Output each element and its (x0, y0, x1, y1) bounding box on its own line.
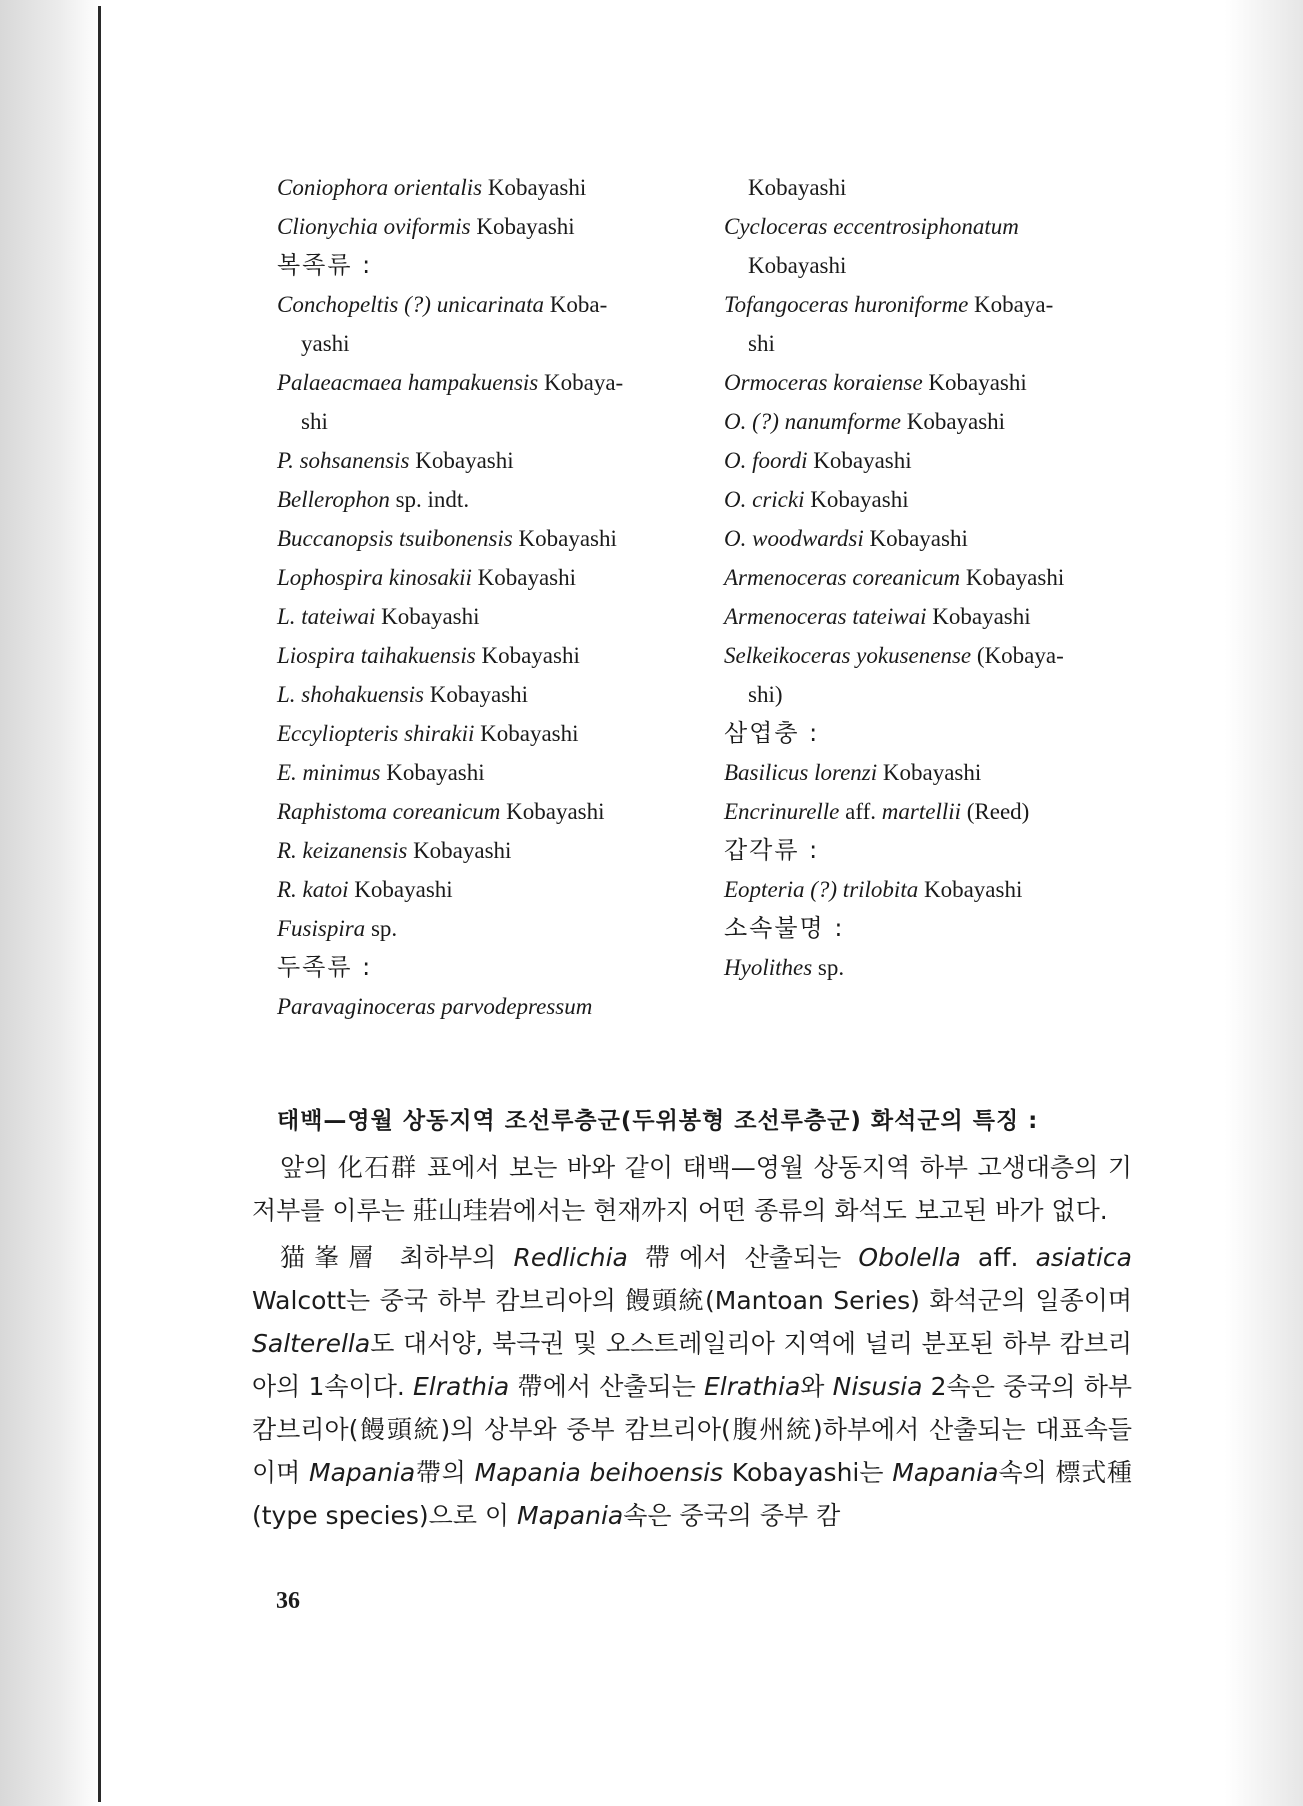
section-title: 태백—영월 상동지역 조선루층군(두위봉형 조선루층군) 화석군의 특징 : (277, 1108, 1039, 1134)
list-item: Lophospira kinosakii Kobayashi (277, 565, 576, 590)
list-item: O. foordi Kobayashi (724, 448, 912, 473)
page-number: 36 (276, 1588, 300, 1614)
page-edge-shadow (0, 0, 100, 1806)
list-item: Coniophora orientalis Kobayashi (277, 175, 587, 200)
list-item: Raphistoma coreanicum Kobayashi (277, 799, 605, 824)
group-heading: 갑각류 : (724, 836, 820, 864)
list-item: O. (?) nanumforme Kobayashi (724, 409, 1006, 434)
list-item-continuation: yashi (301, 331, 350, 356)
list-item: Hyolithes sp. (724, 955, 845, 980)
list-item: Conchopeltis (?) unicarinata Koba- (277, 292, 608, 317)
list-item: Encrinurelle aff. martellii (Reed) (724, 799, 1030, 824)
group-heading: 복족류 : (277, 251, 373, 279)
list-item: Ormoceras koraiense Kobayashi (724, 370, 1027, 395)
paragraph: 猫峯層 최하부의 Redlichia 帶에서 산출되는 Obolella aff. asiatica Walcott는 중국 하부 캄브리아의 饅頭統(Mantoan Series) 화석군의 일종이며 Salterella도 대서양, 북극권 및 오스트레일리아 지역에 널리 분포된 하부 캄브리아의 1속이다. Elrathia 帶에서 산출되는 Elrathia와 Nisusia 2속은 중국의 하부 캄브리아(饅頭統)의 상부와 중부 캄브리아(腹州統)하부에서 산출되는 대표속들이며 Mapania帶의 Mapania beihoensis Kobayashi는 Mapania속의 標式種(type species)으로 이 Mapania속은 중국의 중부 캄 (252, 1243, 1133, 1530)
list-item: L. tateiwai Kobayashi (277, 604, 480, 629)
list-item: Selkeikoceras yokusenense (Kobaya- (724, 643, 1064, 668)
list-item: Clionychia oviformis Kobayashi (277, 214, 575, 239)
list-item: Liospira taihakuensis Kobayashi (277, 643, 580, 668)
list-item-continuation: shi (748, 331, 775, 356)
list-item: Paravaginoceras parvodepressum (277, 994, 593, 1019)
list-item: Fusispira sp. (277, 916, 398, 941)
paragraph: 앞의 化石群 표에서 보는 바와 같이 태백—영월 상동지역 하부 고생대층의 기저부를 이루는 莊山珪岩에서는 현재까지 어떤 종류의 화석도 보고된 바가 없다. (252, 1153, 1132, 1225)
list-item: Palaeacmaea hampakuensis Kobaya- (277, 370, 624, 395)
species-list-right (724, 168, 1164, 987)
group-heading: 두족류 : (277, 953, 373, 981)
list-item: Armenoceras tateiwai Kobayashi (724, 604, 1031, 629)
body-text (252, 1146, 1132, 1537)
list-item: Eccyliopteris shirakii Kobayashi (277, 721, 579, 746)
list-item-continuation: Kobayashi (748, 253, 847, 278)
list-item: R. katoi Kobayashi (277, 877, 453, 902)
species-list-left (277, 168, 677, 1026)
list-item: L. shohakuensis Kobayashi (277, 682, 529, 707)
list-item: Buccanopsis tsuibonensis Kobayashi (277, 526, 617, 551)
list-item: P. sohsanensis Kobayashi (277, 448, 514, 473)
list-item-continuation: Kobayashi (748, 175, 847, 200)
page-edge-line (98, 6, 101, 1802)
list-item: E. minimus Kobayashi (277, 760, 485, 785)
group-heading: 삼엽충 : (724, 719, 820, 747)
list-item-continuation: shi) (748, 682, 783, 707)
list-item: Eopteria (?) trilobita Kobayashi (724, 877, 1023, 902)
list-item: Armenoceras coreanicum Kobayashi (724, 565, 1065, 590)
list-item: Basilicus lorenzi Kobayashi (724, 760, 982, 785)
list-item: R. keizanensis Kobayashi (277, 838, 512, 863)
list-item: Bellerophon sp. indt. (277, 487, 470, 512)
list-item: O. woodwardsi Kobayashi (724, 526, 968, 551)
group-heading: 소속불명 : (724, 914, 845, 942)
list-item: O. cricki Kobayashi (724, 487, 909, 512)
list-item: Cycloceras eccentrosiphonatum (724, 214, 1019, 239)
list-item-continuation: shi (301, 409, 328, 434)
list-item: Tofangoceras huroniforme Kobaya- (724, 292, 1054, 317)
